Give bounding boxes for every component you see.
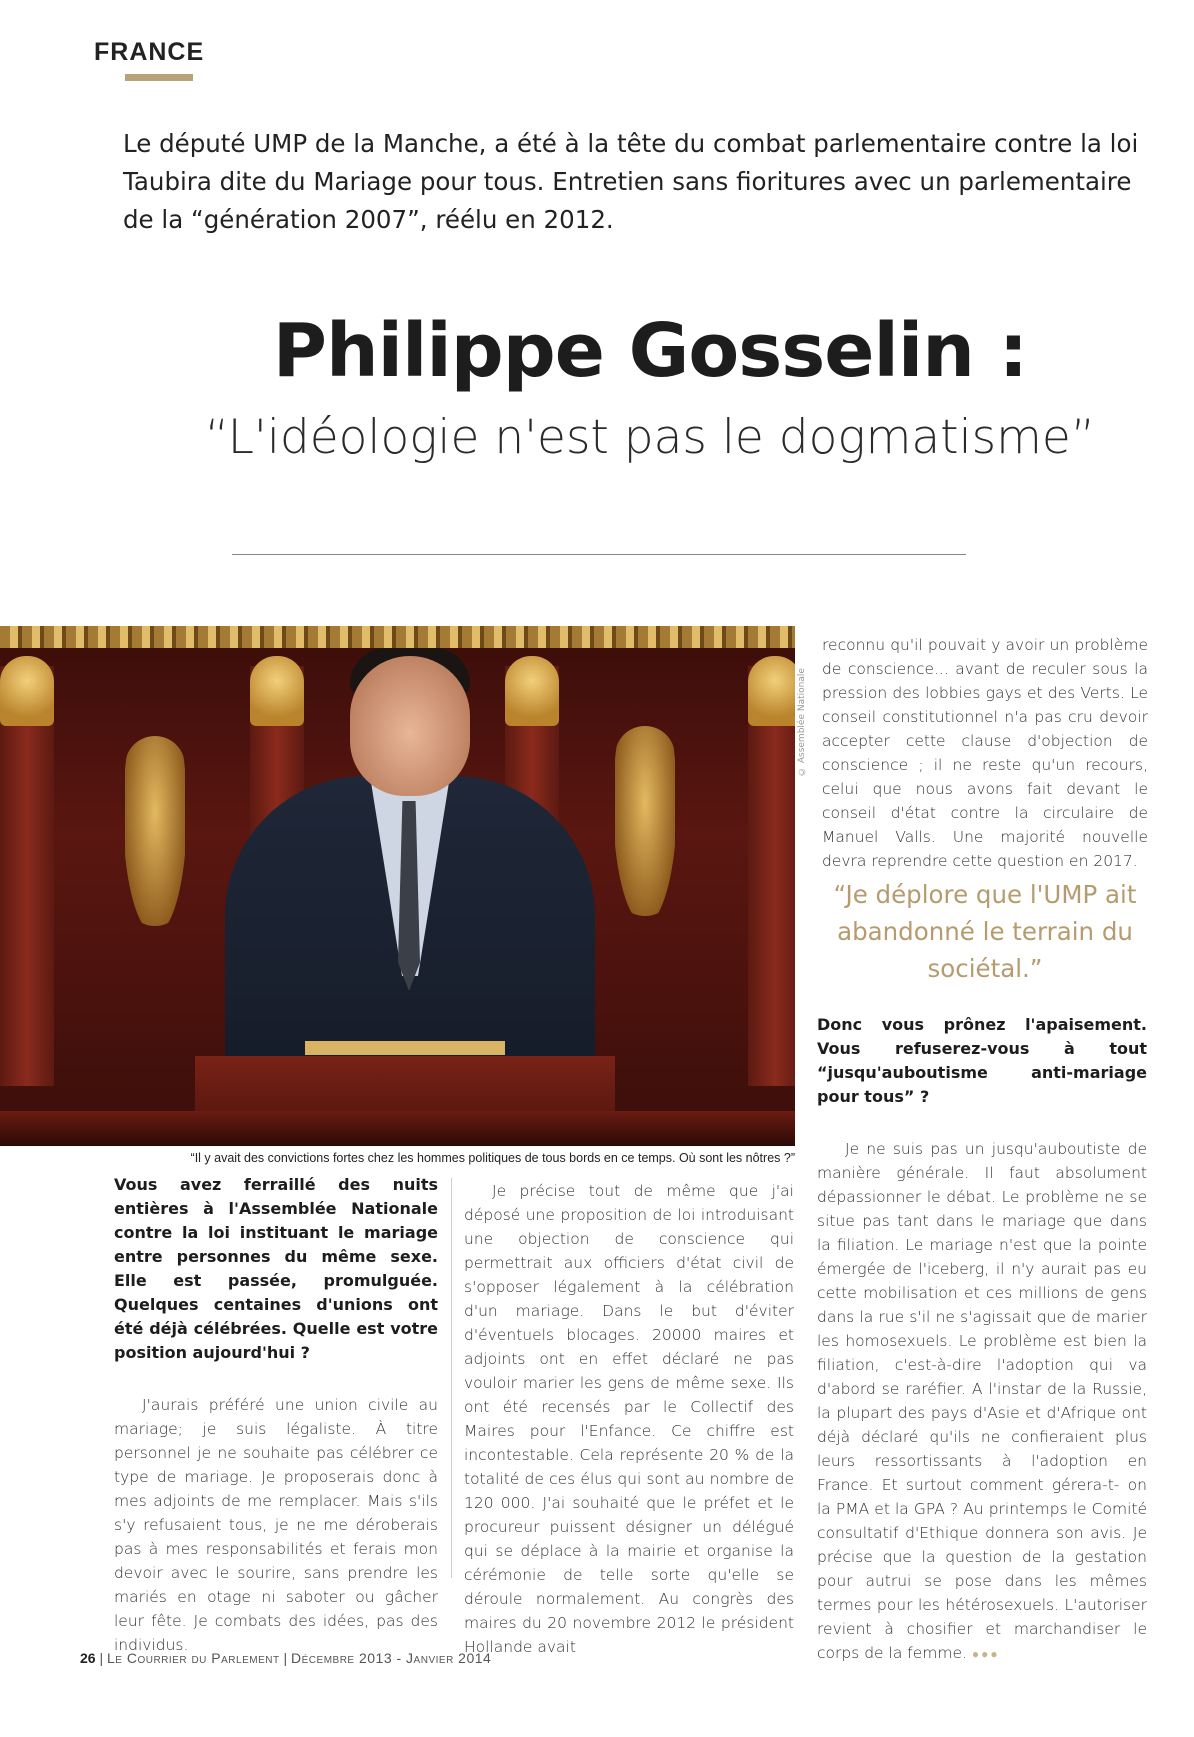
photo-caption: “Il y avait des convictions fortes chez les hommes politiques de tous bords en ce temps. Où sont les nôtres ?” bbox=[190, 1151, 795, 1165]
answer-2: Je précise tout de même que j'ai déposé une proposition de loi introduisant une objection de conscience qui permettrait aux officiers d'état civil de s'opposer légalement à la célébration d'un mariage. Dans le but d'éviter d'éventuels blocages. 20000 maires et adjoints ont en effet déclaré ne pas vouloir marier les gens de même sexe. Ils ont été recensés par le Collectif des Maires pour l'Enfance. Ce chiffre est incontestable. Cela représente 20 % de la totalité de ces élus qui sont au nombre de 120 000. J'ai souhaité que le préfet et le procureur puissent désigner un délégué qui se déplace à la mairie et organise la cérémonie de telle sorte qu'elle se déroule normalement. Au congrès des maires du 20 novembre 2012 le président Hollande avait bbox=[464, 1182, 794, 1656]
photo-column bbox=[748, 666, 795, 1086]
footer-separator: | bbox=[283, 1650, 288, 1666]
headline-divider bbox=[232, 554, 966, 555]
photo-laurel bbox=[615, 726, 675, 916]
headline-title: Philippe Gosselin : bbox=[272, 308, 1028, 394]
photo-speaker-head bbox=[350, 656, 470, 796]
answer-4 bbox=[817, 1137, 1147, 1666]
photo-bust bbox=[0, 656, 54, 726]
page-footer bbox=[80, 1650, 491, 1666]
end-mark: ●●● bbox=[971, 1647, 1000, 1661]
headline-subtitle: “L'idéologie n'est pas le dogmatisme” bbox=[204, 410, 1096, 465]
photo-credit: © Assemblée Nationale bbox=[797, 668, 807, 776]
photo-bust bbox=[250, 656, 304, 726]
photo-desk bbox=[0, 1111, 795, 1146]
intro-paragraph: Le député UMP de la Manche, a été à la tête du combat parlementaire contre la loi Taubira dite du Mariage pour tous. Entretien sans fioritures avec un parlementaire de la “génération 2007”, réélu en 2012. bbox=[123, 129, 1139, 234]
article-photo bbox=[0, 626, 795, 1146]
footer-separator: | bbox=[99, 1650, 104, 1666]
answer-3: reconnu qu'il pouvait y avoir un problème de conscience... avant de reculer sous la pression des lobbies gays et des Verts. Le conseil constitutionnel n'a pas cru devoir accepter cette clause d'objection de conscience ; il ne reste qu'un recours, celui que nous avons fait devant le conseil d'état contre la circulaire de Manuel Valls. Une majorité nouvelle devra reprendre cette question en 2017. bbox=[822, 636, 1148, 870]
photo-bust bbox=[748, 656, 795, 726]
photo-laurel bbox=[125, 736, 185, 926]
column-3-bottom bbox=[817, 1013, 1147, 1666]
question-1: Vous avez ferraillé des nuits entières à l'Assemblée Nationale contre la loi instituant le mariage entre personnes du même sexe. Elle est passée, promulguée. Quelques centaines d'unions ont été déjà célébrées. Quelle est votre position aujourd'hui ? bbox=[114, 1175, 438, 1362]
photo-bust bbox=[505, 656, 559, 726]
photo-lectern-top bbox=[305, 1041, 505, 1055]
pull-quote: “Je déplore que l'UMP ait abandonné le terrain du sociétal.” bbox=[833, 880, 1137, 983]
column-2 bbox=[464, 1179, 794, 1659]
photo-frieze bbox=[0, 626, 795, 648]
question-2: Donc vous prônez l'apaisement. Vous refuserez-vous à tout “jusqu'auboutisme anti-mariage pour tous” ? bbox=[817, 1015, 1147, 1106]
photo-column bbox=[0, 666, 54, 1086]
section-label: FRANCE bbox=[94, 38, 205, 66]
answer-1: J'aurais préféré une union civile au mariage; je suis légaliste. À titre personnel je ne souhaite pas célébrer ce type de mariage. Je proposerais donc à mes adjoints de me remplacer. Mais s'ils s'y refusaient tous, je ne me déroberais pas à mes responsabilités et ferais mon devoir avec le sourire, sans prendre les mariés en otage ni saboter ou gâcher leur fête. Je combats des idées, pas des individus. bbox=[114, 1396, 438, 1654]
magazine-name: Le Courrier du Parlement bbox=[107, 1650, 280, 1666]
column-3-top bbox=[822, 633, 1148, 873]
page-number: 26 bbox=[80, 1650, 96, 1666]
answer-4-text: Je ne suis pas un jusqu'auboutiste de manière générale. Il faut absolument dépassionner le débat. Le problème ne se situe pas tant dans le mariage que dans la filiation. Le mariage n'est que la pointe émergée de l'iceberg, il n'y aurait pas eu cette mobilisation et ces millions de gens dans la rue s'il ne s'agissait que de marier les homosexuels. Le problème est bien la filiation, c'est-à-dire l'adoption qui va d'abord se raréfier. A l'instar de la Russie, la plupart des pays d'Asie et d'Afrique ont déjà déclaré qu'ils ne confieraient plus leurs ressortissants à l'adoption en France. Et surtout comment gérera-t- on la PMA et la GPA ? Au printemps le Comité consultatif d'Ethique donnera son avis. Je précise que la question de la gestation pour autrui se pose dans les mêmes termes pour les hétérosexuels. L'autoriser revient à chosifier et marchandiser le corps de la femme. bbox=[817, 1140, 1147, 1662]
column-divider bbox=[451, 1178, 452, 1578]
section-rule bbox=[125, 74, 193, 81]
column-1 bbox=[114, 1173, 438, 1657]
issue-date: Décembre 2013 - Janvier 2014 bbox=[291, 1650, 492, 1666]
